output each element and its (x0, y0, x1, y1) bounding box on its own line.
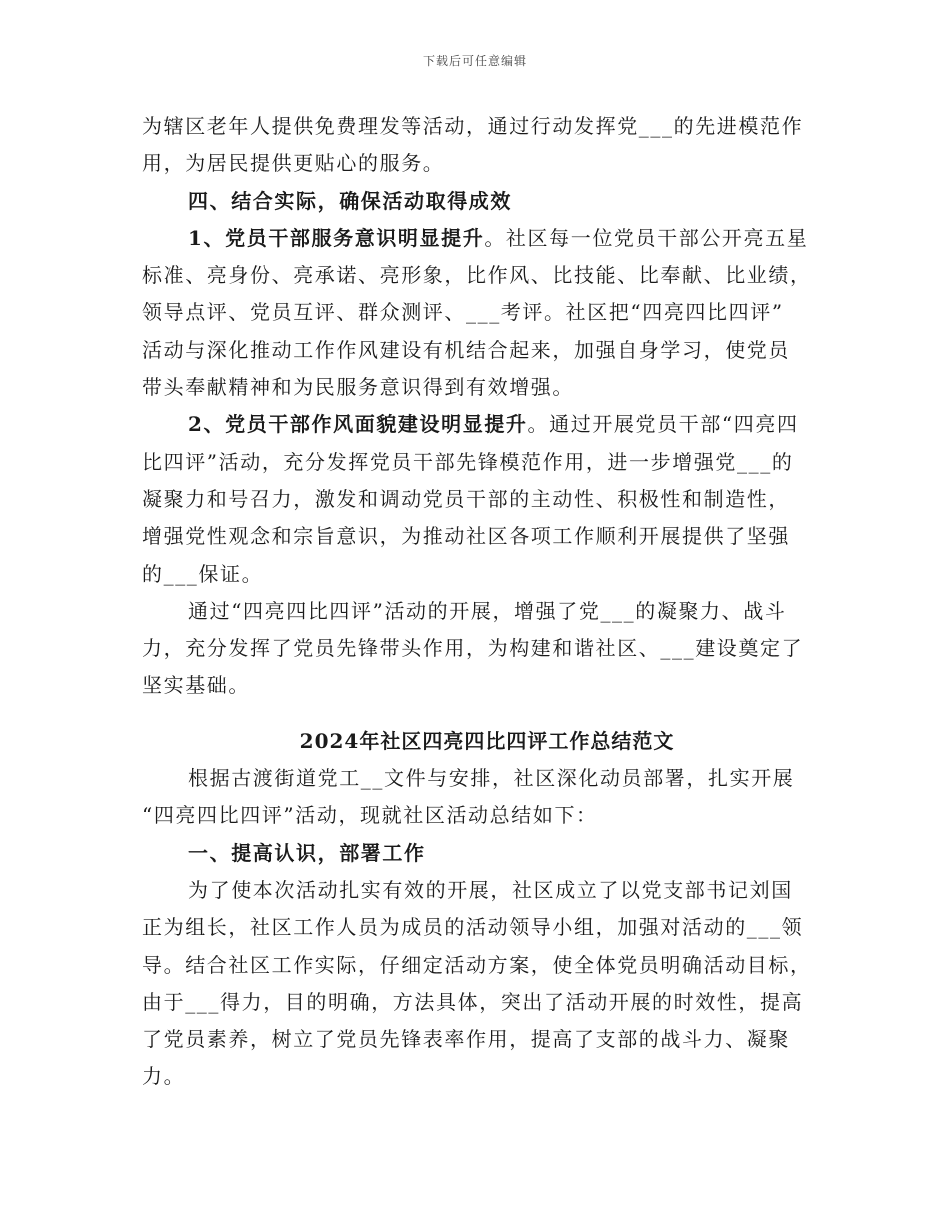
paragraph-line: 坚实基础。 (142, 673, 250, 698)
bold-lead-text: 1、党员干部服务意识明显提升 (188, 225, 485, 250)
paragraph-line: 力，充分发挥了党员先锋带头作用，为构建和谐社区、___建设奠定了 (142, 636, 804, 661)
paragraph-line: 导。结合社区工作实际，仔细定活动方案，使全体党员明确活动目标， (142, 952, 812, 977)
section-gap (142, 705, 832, 723)
paragraph-line: 的___保证。 (142, 561, 264, 586)
paragraph-line: 活动与深化推动工作作风建设有机结合起来，加强自身学习，使党员 (142, 337, 790, 362)
bold-lead-text: 2、党员干部作风面貌建设明显提升 (188, 412, 528, 437)
paragraph-line: 标准、亮身份、亮承诺、亮形象，比作风、比技能、比奉献、比业绩， (142, 263, 812, 288)
paragraph-line: 领导点评、党员互评、群众测评、___考评。社区把“四亮四比四评” (142, 300, 784, 325)
document-body (142, 108, 832, 1096)
section-heading: 一、提高认识，部署工作 (188, 840, 426, 865)
paragraph-line: 通过“四亮四比四评”活动的开展，增强了党___的凝聚力、战斗 (188, 598, 787, 623)
paragraph-line: 为了使本次活动扎实有效的开展，社区成立了以党支部书记刘国 (188, 877, 793, 902)
paragraph-line (142, 406, 832, 443)
paragraph-line: 用，为居民提供更贴心的服务。 (142, 151, 445, 176)
line-text: 。通过开展党员干部“四亮四 (527, 412, 799, 437)
line-text: 。社区每一位党员干部公开亮五星 (484, 225, 809, 250)
paragraph-line: 带头奉献精神和为民服务意识得到有效增强。 (142, 375, 574, 400)
paragraph-line (142, 220, 832, 257)
paragraph-line: 为辖区老年人提供免费理发等活动，通过行动发挥党___的先进模范作 (142, 114, 804, 138)
paragraph-line: 根据古渡街道党工__文件与安排，社区深化动员部署，扎实开展 (188, 766, 795, 791)
section-heading: 四、结合实际，确保活动取得成效 (188, 188, 512, 213)
paragraph-line: 正为组长，社区工作人员为成员的活动领导小组，加强对活动的___领 (142, 915, 804, 940)
paragraph-line: 力。 (142, 1064, 186, 1089)
document-title: 2024年社区四亮四比四评工作总结范文 (299, 728, 675, 753)
paragraph-line: 比四评”活动，充分发挥党员干部先锋模范作用，进一步增强党___的 (142, 449, 794, 474)
paragraph-line: “四亮四比四评”活动，现就社区活动总结如下： (142, 803, 598, 828)
paragraph-line: 由于___得力，目的明确，方法具体，突出了活动开展的时效性，提高 (142, 989, 804, 1014)
page-header-note: 下载后可任意编辑 (422, 54, 527, 68)
paragraph-line: 了党员素养，树立了党员先锋表率作用，提高了支部的战斗力、凝聚 (142, 1027, 790, 1052)
paragraph-line: 凝聚力和号召力，激发和调动党员干部的主动性、积极性和制造性， (142, 486, 790, 511)
paragraph-line: 增强党性观念和宗旨意识，为推动社区各项工作顺利开展提供了坚强 (142, 524, 790, 549)
